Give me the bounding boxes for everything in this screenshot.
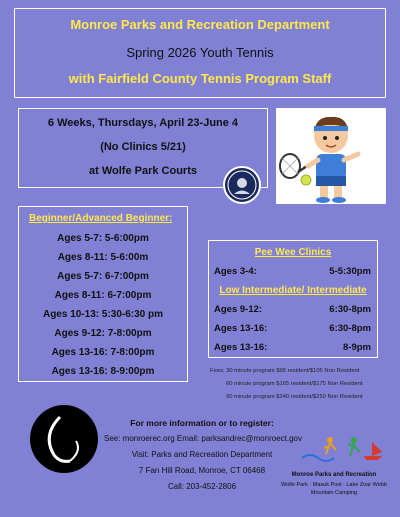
info-heading: For more information or to register: <box>130 418 274 428</box>
session-row: Ages 8-11: 5-6:00m <box>57 252 149 263</box>
parks-logo-subtitle: Wolfe Park · Masuk Pool · Lake Zoar Webb <box>281 482 387 488</box>
session-row: Ages 5-7: 5-6:00pm <box>57 233 149 244</box>
info-phone[interactable]: Call: 203-452-2806 <box>167 482 237 491</box>
fee-line: 60 minute program $165 resident/$175 Non Resident <box>226 381 363 387</box>
session-row: Ages 13-16: 8-9:00pm <box>51 366 155 377</box>
program-subtitle: with Fairfield County Tennis Program Staff <box>68 71 332 86</box>
peewee-heading: Pee Wee Clinics <box>254 247 332 258</box>
tennis-kid-illustration <box>276 108 386 204</box>
program-title: Spring 2026 Youth Tennis <box>126 45 274 60</box>
fee-line: 90 minute program $240 resident/$250 Non Resident <box>226 394 363 400</box>
parks-logo-icon <box>300 432 390 466</box>
schedule-dates: 6 Weeks, Thursdays, April 23-June 4 <box>47 117 239 129</box>
peewee-intermediate-box <box>208 240 378 358</box>
department-title: Monroe Parks and Recreation Department <box>70 17 330 32</box>
town-seal-icon <box>223 166 261 204</box>
beginner-sessions-box <box>18 206 188 382</box>
intermediate-time: 6:30-8pm <box>329 304 371 315</box>
intermediate-time: 8-9pm <box>343 342 371 353</box>
schedule-location: at Wolfe Park Courts <box>89 165 197 177</box>
intermediate-time: 6:30-8pm <box>329 323 371 334</box>
intermediate-heading: Low Intermediate/ Intermediate <box>219 285 367 296</box>
info-website-email[interactable]: See: monroerec.org Email: parksandrec@monroect.gov <box>104 434 302 443</box>
schedule-exception: (No Clinics 5/21) <box>100 141 186 153</box>
parks-logo-title: Monroe Parks and Recreation <box>291 472 377 478</box>
tennis-ball-icon <box>30 405 98 473</box>
info-address: 7 Fan Hill Road, Monroe, CT 06468 <box>138 466 266 475</box>
beginner-heading: Beginner/Advanced Beginner: <box>29 213 173 224</box>
session-row: Ages 5-7: 6-7:00pm <box>57 271 149 282</box>
session-row: Ages 9-12: 7-8:00pm <box>54 328 152 339</box>
fee-line: Fees: 30 minute program $95 resident/$105 Non Resident <box>210 368 360 374</box>
intermediate-age: Ages 13-16: <box>214 323 268 334</box>
session-row: Ages 13-16: 7-8:00pm <box>51 347 155 358</box>
session-row: Ages 10-13: 5:30-6:30 pm <box>42 309 164 320</box>
peewee-time: 5-5:30pm <box>329 266 371 277</box>
intermediate-age: Ages 13-16: <box>214 342 268 353</box>
header-box <box>14 8 386 98</box>
info-visit: Visit: Parks and Recreation Department <box>131 450 273 459</box>
session-row: Ages 8-11: 6-7:00pm <box>54 290 152 301</box>
peewee-age: Ages 3-4: <box>214 266 257 277</box>
parks-logo-subtitle: Mountain Camping <box>310 490 358 496</box>
intermediate-age: Ages 9-12: <box>214 304 263 315</box>
